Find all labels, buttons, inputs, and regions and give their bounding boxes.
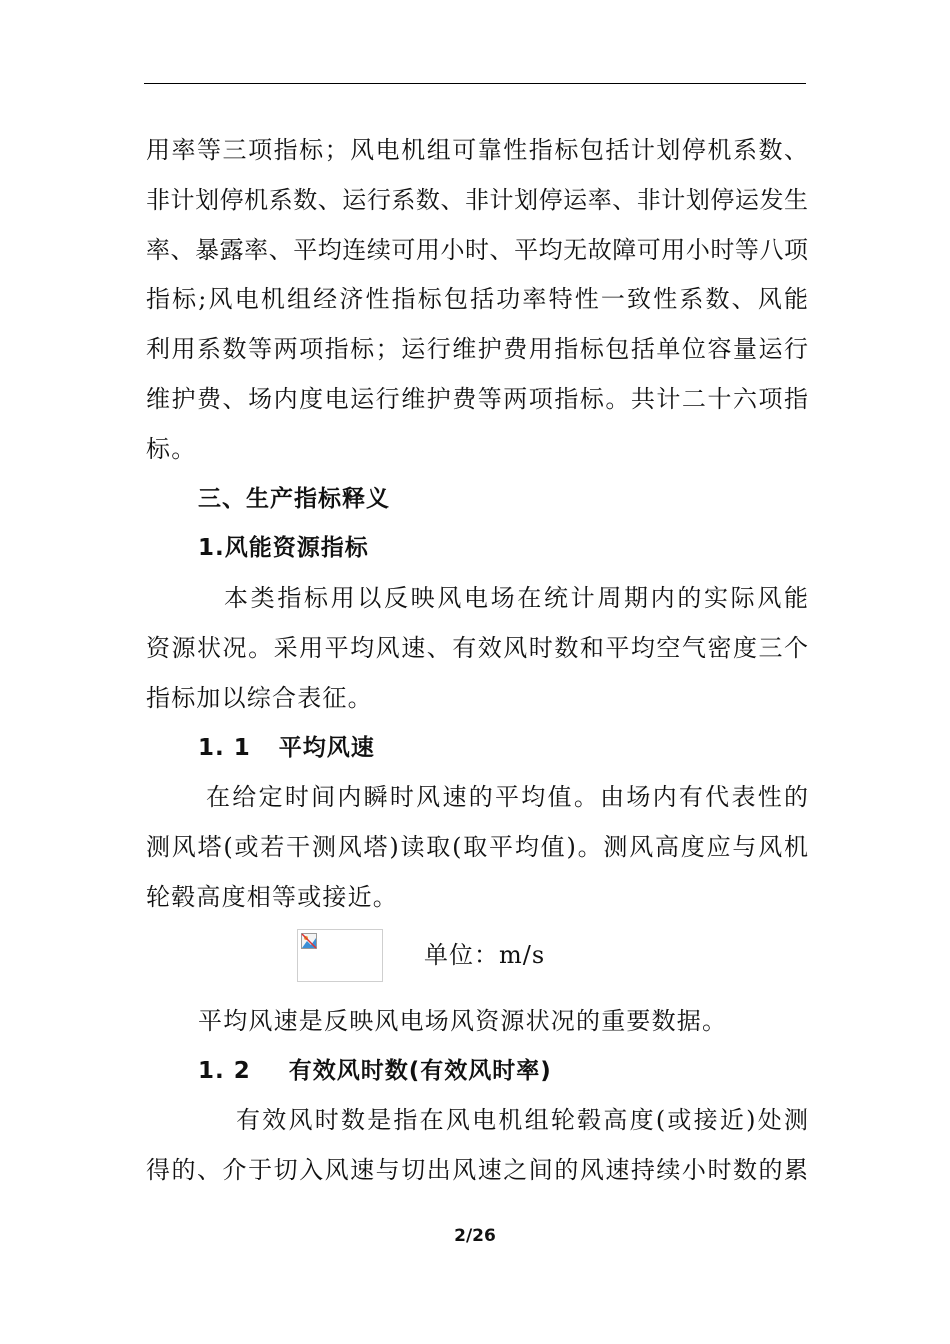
formula-image [297, 929, 383, 982]
subsubsection-heading [146, 1047, 808, 1097]
heading-number: 1. 1 [198, 734, 251, 761]
paragraph-line: 用率等三项指标；风电机组可靠性指标包括计划停机系数、 [146, 136, 808, 164]
subsubsection-heading [146, 724, 808, 774]
paragraph-line: 资源状况。采用平均风速、有效风时数和平均空气密度三个 [146, 633, 808, 662]
paragraph-line: 标。 [146, 434, 197, 463]
paragraph-line: 有效风时数是指在风电机组轮毂高度(或接近)处测 [236, 1106, 808, 1135]
paragraph-line: 本类指标用以反映风电场在统计周期内的实际风能 [224, 584, 808, 613]
paragraph-line: 轮毂高度相等或接近。 [146, 882, 398, 911]
heading-title: 平均风速 [278, 734, 375, 761]
heading-number: 1. 2 [198, 1057, 251, 1084]
paragraph-line: 率、暴露率、平均连续可用小时、平均无故障可用小时等八项 [146, 235, 808, 264]
paragraph-line: 指标;风电机组经济性指标包括功率特性一致性系数、风能 [146, 285, 808, 314]
paragraph-line: 利用系数等两项指标；运行维护费用指标包括单位容量运行 [146, 335, 808, 364]
paragraph-line: 在给定时间内瞬时风速的平均值。由场内有代表性的 [206, 783, 808, 812]
header-rule [144, 83, 806, 84]
paragraph-line: 测风塔(或若干测风塔)读取(取平均值)。测风高度应与风机 [146, 833, 808, 862]
page-number: 2/26 [454, 1226, 496, 1246]
formula-row [146, 929, 808, 987]
paragraph-line: 非计划停机系数、运行系数、非计划停运率、非计划停运发生 [146, 185, 808, 214]
paragraph-line: 平均风速是反映风电场风资源状况的重要数据。 [198, 1006, 728, 1035]
broken-image-icon [301, 933, 317, 949]
subsection-heading: 1.风能资源指标 [198, 535, 369, 562]
document-body [146, 126, 808, 1196]
section-heading: 三、生产指标释义 [198, 485, 390, 512]
unit-label: 单位：m/s [424, 940, 546, 969]
paragraph-line: 得的、介于切入风速与切出风速之间的风速持续小时数的累 [146, 1156, 808, 1185]
paragraph-line: 维护费、场内度电运行维护费等两项指标。共计二十六项指 [146, 384, 808, 413]
heading-title: 有效风时数(有效风时率) [288, 1057, 552, 1084]
paragraph-line: 指标加以综合表征。 [146, 683, 373, 712]
